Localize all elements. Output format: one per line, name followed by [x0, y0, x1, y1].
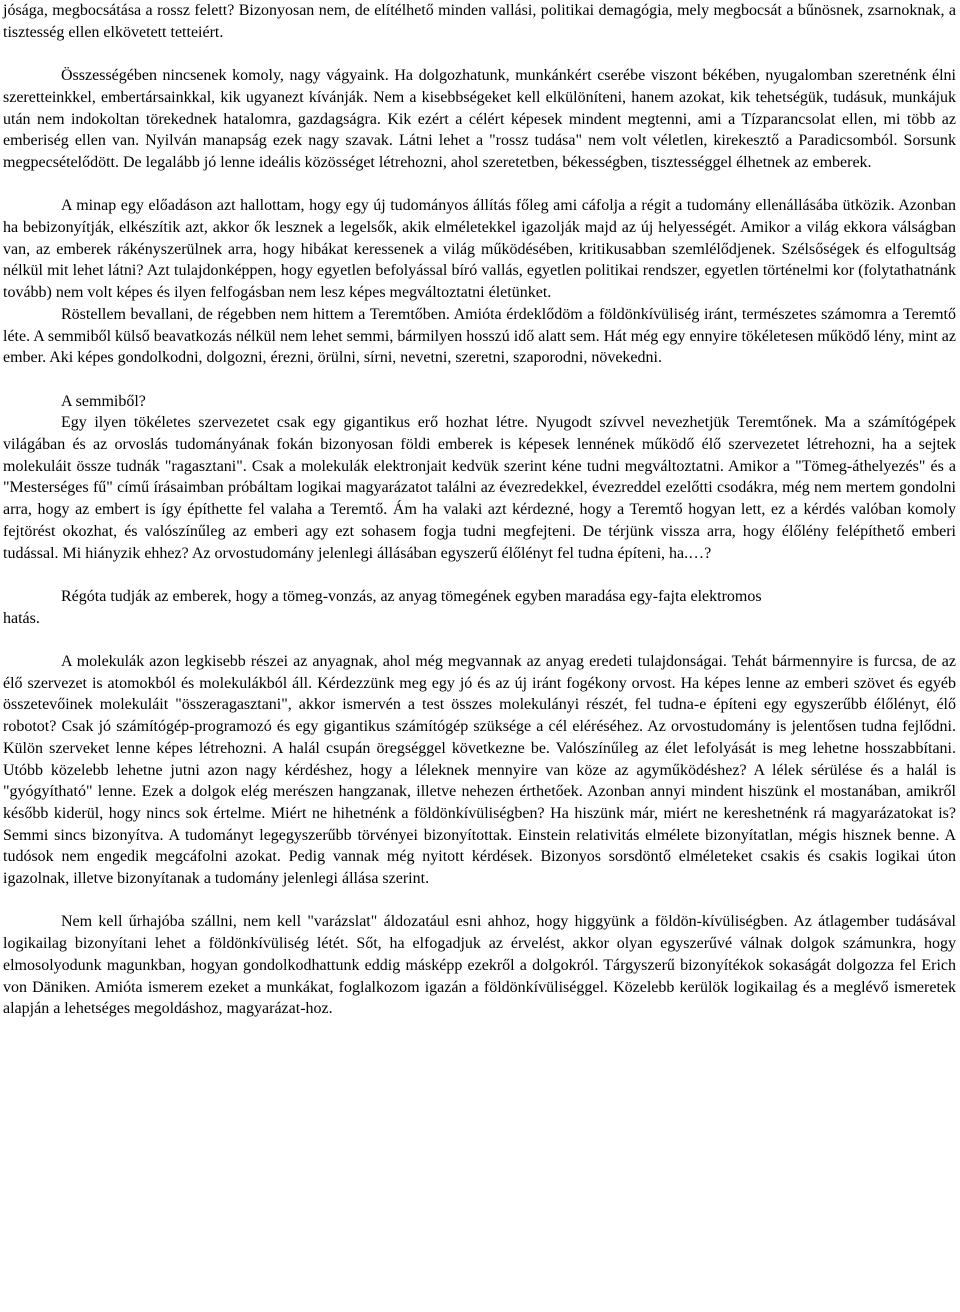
- paragraph-gap: [3, 564, 956, 586]
- paragraph-5: A semmiből?: [61, 392, 146, 410]
- paragraph-gap: [3, 174, 956, 196]
- paragraph-9: Nem kell űrhajóba szállni, nem kell "varázslat" áldozatául esni ahhoz, hogy higgyünk a földön-kívüliségben. Az átlagember tudásával logikailag bizonyítani lehet a földönkívüliség létét. Sőt, ha elfogadjuk az érvelést, akkor olyan egyszerűvé válnak dolgok számunkra, hogy elmosolyodunk magunkban, hogyan gondolkodhattunk eddig másképp ezekről a dolgokról. Tárgyszerű bizonyítékok sokaságát dolgozza fel Erich von Däniken. Amióta ismerem ezeket a munkákat, foglalkozom igazán a földönkívüliséggel. Közelebb kerülök logikailag és a meglévő ismeretek alapján a lehetséges megoldáshoz, magyarázat-hoz.: [3, 913, 956, 1018]
- paragraph-4: Röstellem bevallani, de régebben nem hittem a Teremtőben. Amióta érdeklődöm a földönkívüliség iránt, természetes számomra a Teremtő léte. A semmiből külső beavatkozás nélkül nem lehet semmi, bármilyen hosszú idő alatt sem. Hát még egy ennyire tökéletesen működő lény, mint az ember. Aki képes gondolkodni, dolgozni, érezni, örülni, sírni, nevetni, szeretni, szaporodni, növekedni.: [3, 305, 956, 367]
- paragraph-8: A molekulák azon legkisebb részei az anyagnak, ahol még megvannak az anyag eredeti tulajdonságai. Tehát bármennyire is furcsa, de az élő szervezet is atomokból és molekulákból áll. Kérdezzünk meg egy jó és az új iránt fogékony orvost. Ha képes lenne az emberi szövet és egyéb összetevőinek molekuláit "összeragasztani", akkor ismervén a test összes molekulányi részét, fel tudna-e építeni egy egyszerűbb élőlényt, élő robotot? Csak jó számítógép-programozó és egy gigantikus számítógép szüksége a cél eléréséhez. Az orvostudomány is jelentősen tudna fejlődni. Külön szerveket lenne képes létrehozni. A halál csupán öregséggel következne be. Valószínűleg az élet lefolyását is meg lehetne hosszabbítani. Utóbb közelebb lehetne jutni azon nagy kérdéshez, hogy a léleknek mennyire van köze az agyműködéshez? A lélek sérülése és a halál is "gyógyítható" lenne. Ezek a dolgok elég merészen hangzanak, illetve nehezen érthetőek. Azonban annyi mindent hiszünk el mostanában, amikről később kiderül, hogy nincs sok értelme. Miért ne hihetnénk a földönkívüliségben? Ha hiszünk már, miért ne kereshetnénk rá magyarázatokat is? Semmi sincs bizonyítva. A tudományt legegyszerűbb törvényei bizonyítottak. Einstein relativitás elmélete bizonyítatlan, mégis hisznek benne. A tudósok nem engedik megcáfolni azokat. Pedig vannak még nyitott kérdések. Bizonyos sorsdöntő elméleteket csakis és csakis logikai úton igazolnak, illetve bizonyítanak a tudomány jelenlegi állása szerint.: [3, 653, 956, 888]
- paragraph-7-continuation: hatás.: [3, 609, 40, 627]
- paragraph-2: Összességében nincsenek komoly, nagy vágyaink. Ha dolgozhatunk, munkánkért cserébe viszont békében, nyugalomban szeretnénk élni szeretteinkkel, embertársainkkal, kik ugyanezt kívánják. Nem a kisebbségeket kell elkülöníteni, hanem azokat, kik tehetségük, tudásuk, munkájuk után nem indokoltan törekednek hatalomra, gazdagságra. Kik ezért a célért képesek mindent megtenni, ami a Tízparancsolat ellen, mi több az emberiség ellen van. Nyilván manapság ezek nagy szavak. Látni lehet a "rossz tudása" nem volt véletlen, kirekesztő a Paradicsomból. Sorsunk megpecsételődött. De legalább jó lenne ideális közösséget létrehozni, ahol szeretetben, békességben, tisztességgel élhetnek az emberek.: [3, 67, 956, 171]
- paragraph-1: jósága, megbocsátása a rossz felett? Bizonyosan nem, de elítélhető minden vallási, politikai demagógia, mely megbocsát a bűnösnek, zsarnoknak, a tisztesség ellen elkövetett tetteiért.: [3, 2, 956, 41]
- paragraph-gap: [3, 629, 956, 651]
- paragraph-gap: [3, 890, 956, 912]
- paragraph-6: Egy ilyen tökéletes szervezetet csak egy gigantikus erő hozhat létre. Nyugodt szívvel nevezhetjük Teremtőnek. Ma a számítógépek világában és az orvoslás tudományának fokán bizonyosan földi emberek is képesek lennének működő élő szervezetet létrehozni, ha a sejtek molekuláit össze tudnák "ragasztani". Csak a molekulák elektronjait kedvük szerint kéne tudni megváltoztatni. Amikor a "Tömeg-áthelyezés" és a "Mesterséges fű" című írásaimban próbáltam logikai magyarázatot találni az évezredekkel, évezreddel ezelőtti csodákra, még nem mertem gondolni arra, hogy az embert is így építhette fel valaha a Teremtő. Ám ha valaki azt kérdezné, hogy a Teremtő hogyan lett, ez a kérdés valóban komoly fejtörést okozhat, és valószínűleg az emberi agy ezt sohasem fogja tudni megfejteni. De térjünk vissza arra, hogy élőlény felépíthető emberi tudással. Mi hiányzik ehhez? Az orvostudomány jelenlegi állásában egyszerű élőlényt fel tudna építeni, ha.…?: [3, 414, 956, 562]
- paragraph-7: Régóta tudják az emberek, hogy a tömeg-vonzás, az anyag tömegének egyben maradása egy-fajta elektromos: [61, 587, 762, 605]
- paragraph-gap: [3, 43, 956, 65]
- paragraph-gap: [3, 369, 956, 391]
- paragraph-3: A minap egy előadáson azt hallottam, hogy egy új tudományos állítás főleg ami cáfolja a régit a tudomány ellenállásába ütközik. Azonban ha bebizonyítják, elkészítik azt, akkor ők lesznek a legelsők, akik elméletekkel igazolják majd az új helyességét. Amikor a világ ekkora válságban van, az emberek rákényszerülnek arra, hogy hibákat keressenek a világ működésében, kritikusabban szemlélődjenek. Szélsőségek és elfogultság nélkül mit lehet látni? Azt tulajdonképpen, hogy egyetlen befolyással bíró vallás, egyetlen politikai rendszer, egyetlen történelmi kor (folytathatnánk tovább) nem volt képes és ilyen felfogásban nem lesz képes megváltoztatni életünket.: [3, 197, 956, 302]
